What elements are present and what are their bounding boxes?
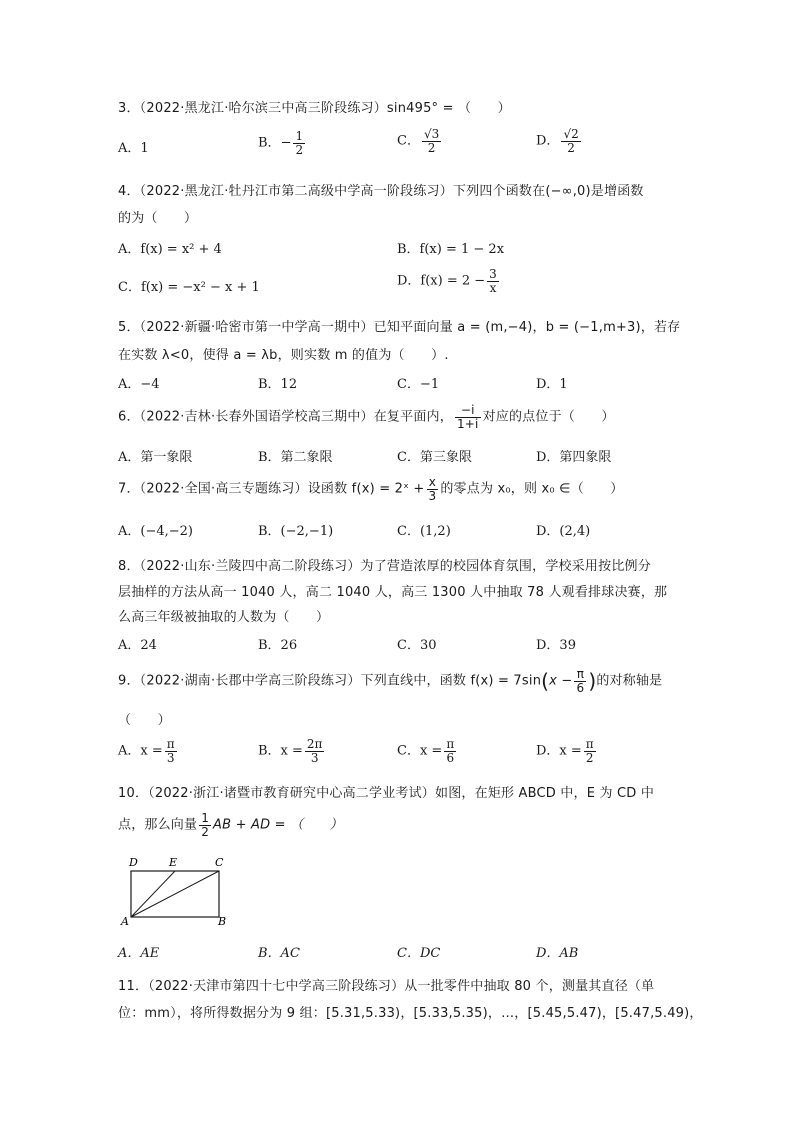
option-c: C．30	[397, 638, 437, 653]
option-b: B．AC	[258, 946, 300, 961]
option-b: B．12	[258, 377, 298, 392]
option-d: D．1	[536, 377, 568, 392]
option-c: C．(1,2)	[397, 524, 451, 539]
question-8-line-3: 么高三年级被抽取的人数为（ ）	[118, 610, 330, 625]
fraction: $\frac{2\pi}{3}$	[306, 737, 323, 765]
label-a: A	[121, 915, 129, 927]
option-c: C．第三象限	[397, 450, 472, 465]
fraction: $\frac{√2}{2}$	[563, 127, 579, 155]
option-b: B．− $\frac{1}{2}$	[258, 129, 304, 157]
option-b: B．f(x) = 1 − 2x	[397, 242, 505, 257]
question-7: 7．（2022·全国·高三专题练习）设函数 f(x) = 2ˣ + $\frac{x}{3}$ 的零点为 x₀，则 x₀ ∈（ ）	[118, 475, 624, 503]
question-5: 5．（2022·新疆·哈密市第一中学高一期中）已知平面向量 a = (m,−4)，b = (−1,m+3)，若存	[118, 320, 681, 335]
fraction: $\frac{3}{x}$	[489, 267, 497, 295]
question-4: 4．（2022·黑龙江·牡丹江市第二高级中学高一阶段练习）下列四个函数在(−∞,0)是增函数	[118, 184, 644, 199]
fraction: $\frac{\pi}{6}$	[446, 737, 455, 765]
option-b: B．26	[258, 638, 298, 653]
fraction: $\frac{1}{2}$	[295, 129, 304, 157]
fraction: $\frac{1}{2}$	[201, 811, 210, 839]
option-a: A．AE	[118, 946, 160, 961]
option-d: D．第四象限	[536, 450, 612, 465]
segment-ac	[131, 871, 219, 917]
rectangle-figure	[118, 855, 228, 927]
question-11-line-2: 位：mm），将所得数据分为 9 组：[5.31,5.33)，[5.33,5.35)，…，[5.45,5.47)，[5.47,5.49)，	[118, 1006, 703, 1021]
question-number: 3．	[118, 101, 140, 116]
question-source: （2022·黑龙江·哈尔滨三中高三阶段练习）	[139, 101, 387, 116]
option-c: C．f(x) = −x² − x + 1	[118, 280, 260, 295]
fraction: $\frac{√3}{2}$	[423, 127, 440, 155]
label-e: E	[169, 856, 178, 869]
question-10: 10．（2022·浙江·诸暨市教育研究中心高二学业考试）如图，在矩形 ABCD 中，E 为 CD 中	[118, 786, 655, 801]
option-c: C．−1	[397, 377, 440, 392]
label-d: D	[129, 856, 138, 869]
option-a: A．x = $\frac{\pi}{3}$	[118, 737, 175, 765]
question-9: 9．（2022·湖南·长郡中学高三阶段练习）下列直线中，函数 f(x) = 7sin(x − $\frac{\pi}{6}$ )的对称轴是	[118, 667, 663, 695]
option-a: A．−4	[118, 377, 160, 392]
option-d: D．x = $\frac{\pi}{2}$	[536, 737, 594, 765]
fraction: $\frac{\pi}{3}$	[166, 737, 175, 765]
label-b: B	[218, 915, 227, 927]
label-c: C	[215, 856, 224, 869]
option-b: B．第二象限	[258, 450, 333, 465]
fraction: $\frac{\pi}{6}$	[576, 667, 585, 695]
question-10-line-2: 点，那么向量 $\frac{1}{2}$ AB + AD = （ ）	[118, 811, 343, 839]
question-8: 8．（2022·山东·兰陵四中高二阶段练习）为了营造浓厚的校园体育氛围，学校采用按比例分	[118, 559, 651, 574]
fraction: $\frac{x}{3}$	[428, 475, 437, 503]
option-a: A．1	[118, 141, 149, 156]
option-c: C．DC	[397, 946, 441, 961]
option-a: A．24	[118, 638, 157, 653]
segment-ae	[131, 871, 175, 917]
fraction: $\frac{-i}{1+i}$	[456, 403, 479, 431]
option-a: A．(−4,−2)	[118, 524, 193, 539]
option-a: A．f(x) = x² + 4	[118, 242, 222, 257]
fraction: $\frac{\pi}{2}$	[585, 737, 594, 765]
question-11: 11．（2022·天津市第四十七中学高三阶段练习）从一批零件中抽取 80 个，测量其直径（单	[118, 979, 655, 994]
option-d: D．(2,4)	[536, 524, 591, 539]
option-b: B．(−2,−1)	[258, 524, 334, 539]
question-6: 6．（2022·吉林·长春外国语学校高三期中）在复平面内， $\frac{-i}{1+i}$ 对应的点位于（ ）	[118, 403, 615, 431]
question-5-line-2: 在实数 λ<0，使得 a = λb，则实数 m 的值为（ ）.	[118, 348, 449, 363]
option-d: D．AB	[536, 946, 579, 961]
option-d: D．f(x) = 2 − $\frac{3}{x}$	[397, 267, 497, 295]
option-d: D． $\frac{√2}{2}$	[536, 127, 579, 155]
question-3	[118, 97, 678, 116]
question-9-line-2: （ ）	[118, 713, 171, 728]
option-c: C． $\frac{√3}{2}$	[397, 127, 440, 155]
question-stem: sin495° = （ ）	[386, 101, 511, 116]
option-c: C．x = $\frac{\pi}{6}$	[397, 737, 455, 765]
option-d: D．39	[536, 638, 576, 653]
option-a: A．第一象限	[118, 450, 193, 465]
question-4-line-2: 的为（ ）	[118, 211, 198, 226]
question-8-line-2: 层抽样的方法从高一 1040 人，高二 1040 人，高三 1300 人中抽取 78 人观看排球决赛，那	[118, 585, 668, 600]
option-b: B．x = $\frac{2\pi}{3}$	[258, 737, 323, 765]
